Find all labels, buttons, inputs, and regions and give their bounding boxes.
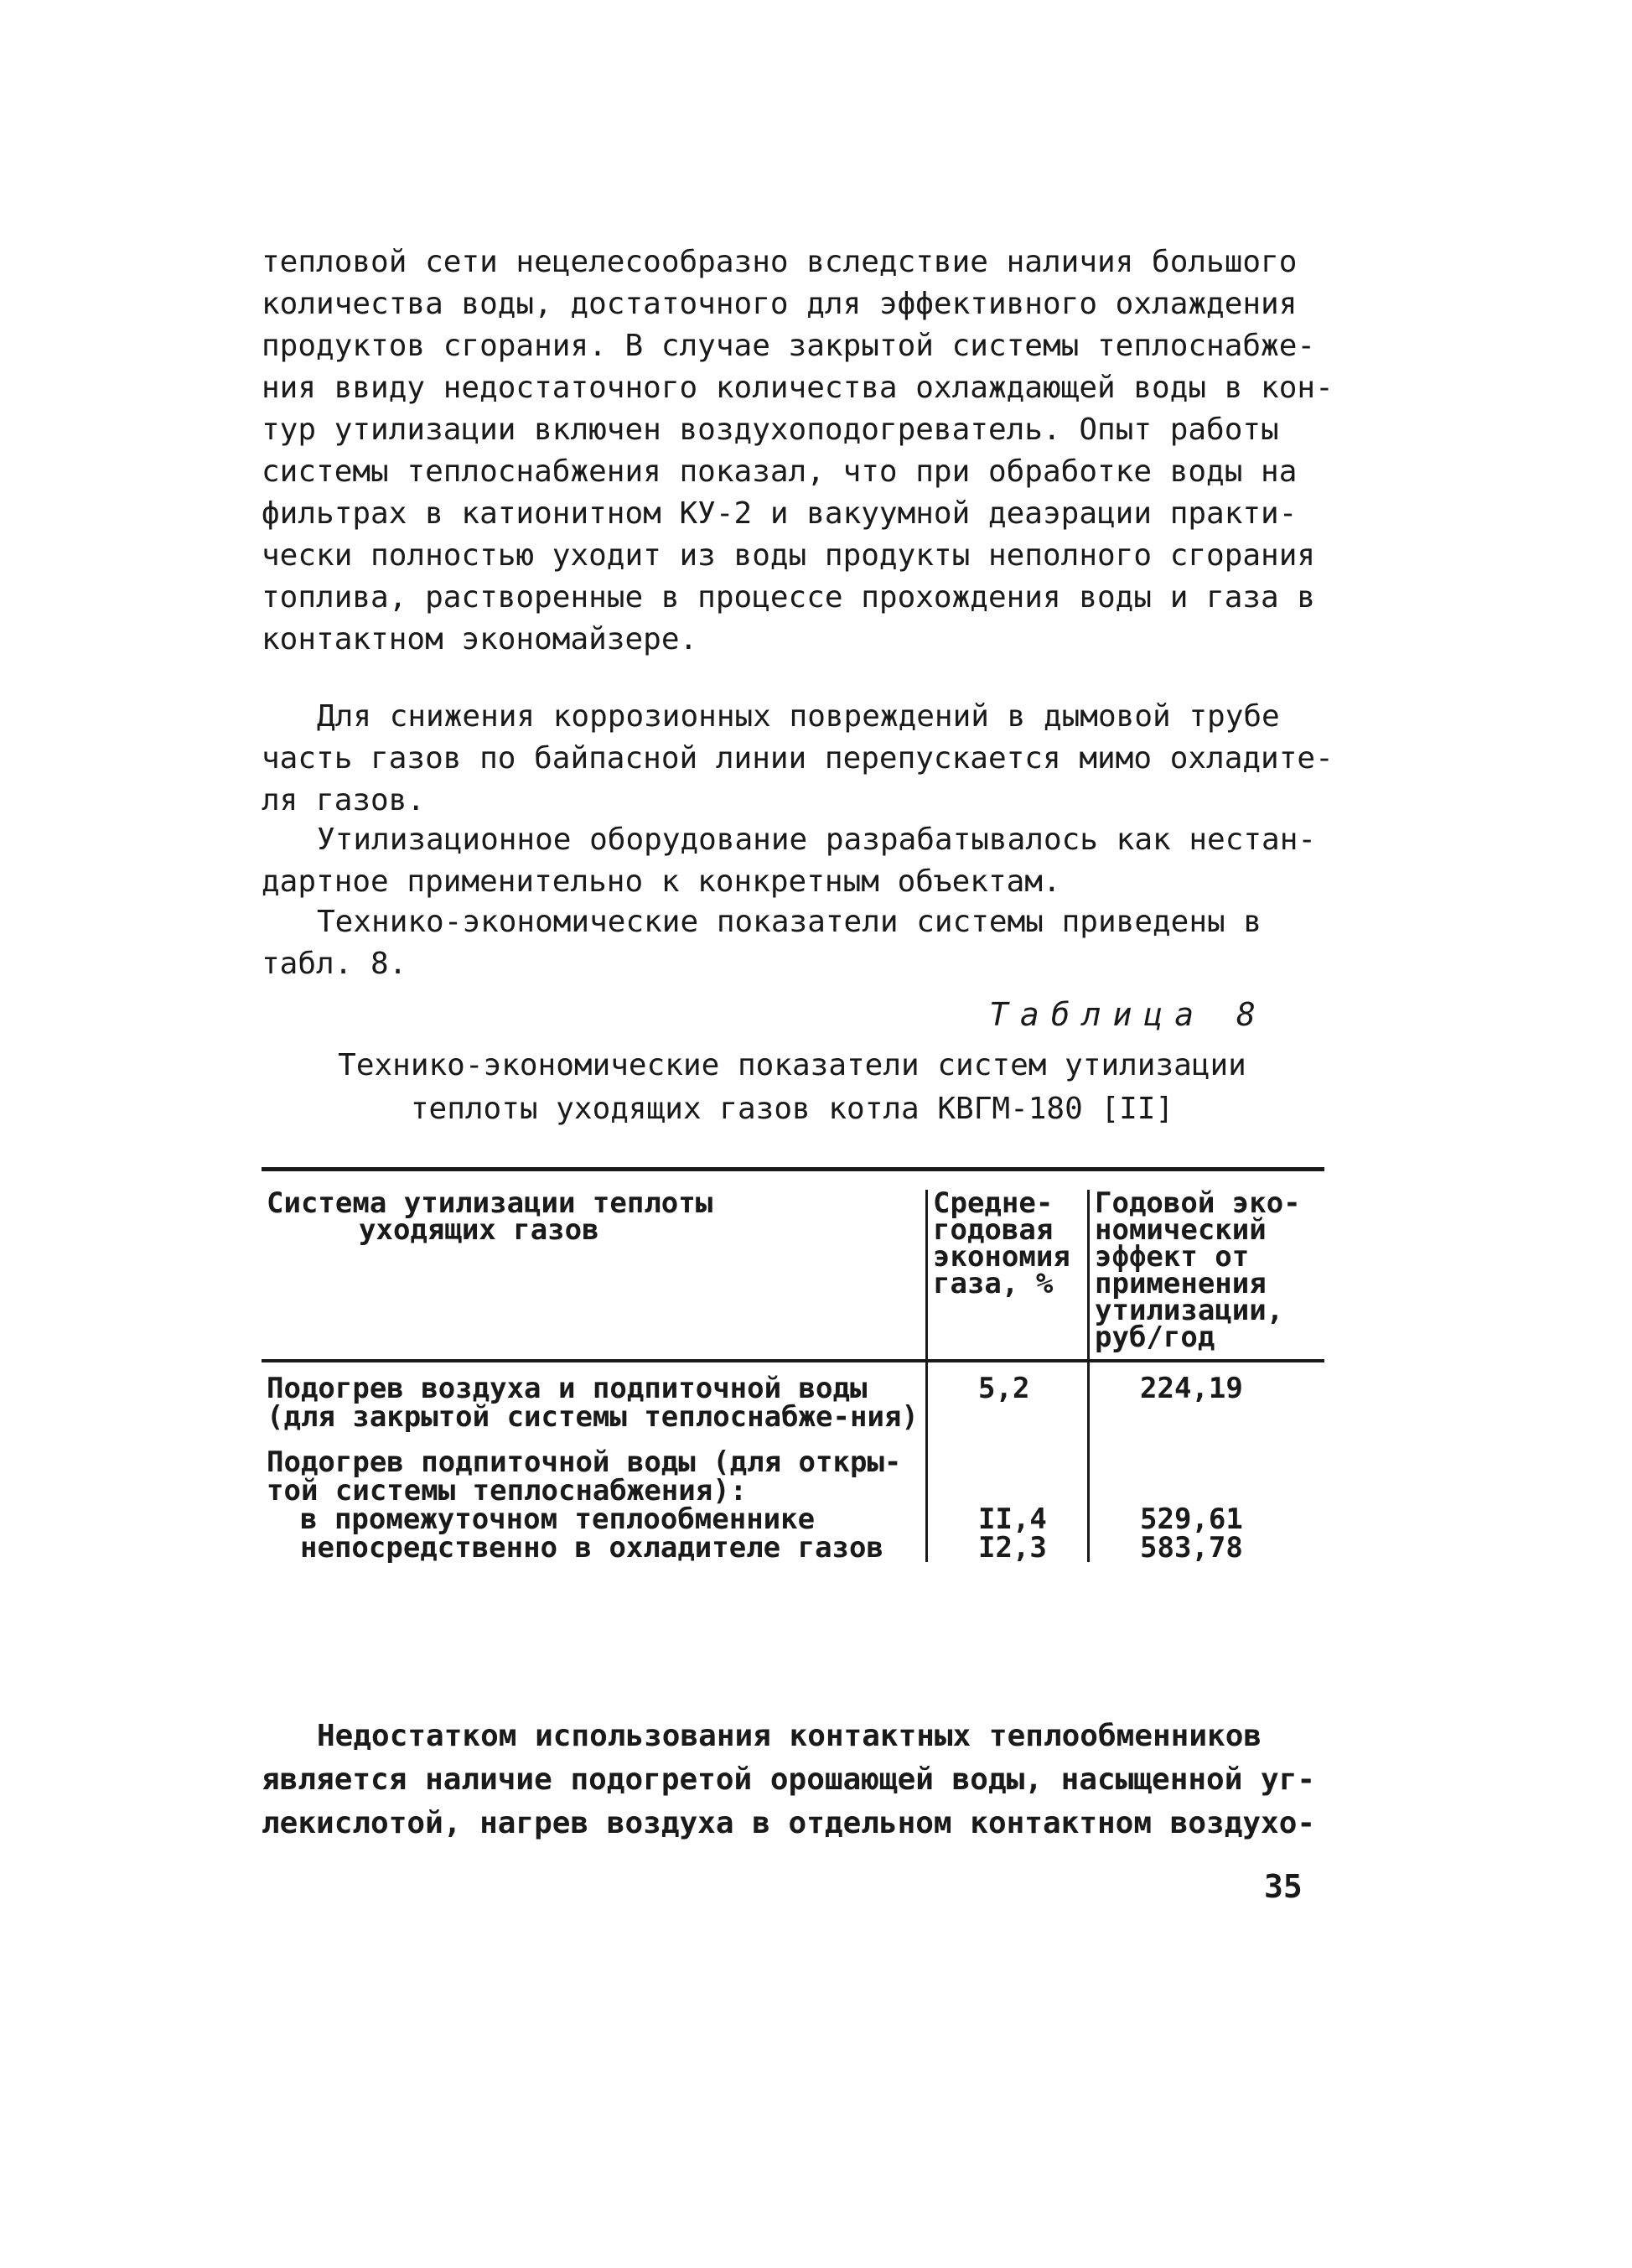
caption-line: Технико-экономические показатели систем утилизации <box>338 1048 1246 1082</box>
column-header-system: Система утилизации теплоты уходящих газов <box>262 1190 927 1361</box>
text-line: лекислотой, нагрев воздуха в отдельном контактном воздухо- <box>262 1806 1316 1840</box>
row-effect: 529,61 <box>1089 1505 1325 1534</box>
text-line: тепловой сети нецелесообразно вследствие наличия большого <box>262 245 1298 279</box>
paragraph-corrosion <box>262 696 1334 822</box>
table-caption <box>310 1044 1274 1131</box>
row-economy: I2,3 <box>927 1534 1089 1562</box>
page-number: 35 <box>1264 1868 1303 1905</box>
table-row <box>262 1534 1324 1562</box>
text-line: фильтрах в катионитном КУ-2 и вакуумной деаэрации практи- <box>262 496 1298 531</box>
text-line: Недостатком использования контактных теплообменников <box>317 1719 1262 1753</box>
text-line: чески полностью уходит из воды продукты неполного сгорания <box>262 538 1316 573</box>
text-line: количества воды, достаточного для эффективного охлаждения <box>262 287 1298 321</box>
text-line: Утилизационное оборудование разрабатывалось как нестан- <box>317 823 1317 857</box>
table-row <box>262 1361 1324 1431</box>
text-line: Для снижения коррозионных повреждений в дымовой трубе <box>317 699 1280 734</box>
row-label: непосредственно в охладителе газов <box>300 1531 883 1565</box>
data-table-wrapper <box>262 1167 1324 1565</box>
row-label: Подогрев подпиточной воды (для откры-той системы теплоснабжения): <box>267 1445 902 1508</box>
paragraph-equipment <box>262 819 1317 903</box>
text-line: Технико-экономические показатели системы приведены в <box>317 905 1262 939</box>
text-line: системы теплоснабжения показал, что при обработке воды на <box>262 454 1298 489</box>
row-economy <box>927 1431 1089 1505</box>
column-header-economy: Средне- годовая экономия газа, % <box>927 1190 1089 1361</box>
text-line: ния ввиду недостаточного количества охлаждающей воды в кон- <box>262 371 1334 405</box>
caption-line: теплоты уходящих газов котла КВГМ-180 [II] <box>410 1092 1174 1126</box>
text-line: топлива, растворенные в процессе прохождения воды и газа в <box>262 580 1316 615</box>
row-label: в промежуточном теплообменнике <box>300 1502 816 1536</box>
table-header-row <box>262 1190 1324 1361</box>
text-line: дартное применительно к конкретным объектам. <box>262 864 1061 899</box>
paragraph-disadvantages <box>262 1715 1316 1845</box>
row-effect: 224,19 <box>1089 1361 1325 1431</box>
text-line: ля газов. <box>262 783 426 817</box>
paragraph-table-reference <box>262 901 1309 985</box>
row-label: Подогрев воздуха и подпиточной воды (для закрытой системы теплоснабже-ния) <box>267 1372 919 1434</box>
text-line: тур утилизации включен воздухоподогреватель. Опыт работы <box>262 413 1279 447</box>
row-effect: 583,78 <box>1089 1534 1325 1562</box>
text-line: продуктов сгорания. В случае закрытой системы теплоснабже- <box>262 329 1316 363</box>
table-label: Таблица 8 <box>989 996 1267 1033</box>
row-economy: II,4 <box>927 1505 1089 1534</box>
paragraph-closed-heating-system <box>262 241 1334 661</box>
column-header-effect: Годовой эко- номический эффект от применения утилизации, руб/год <box>1089 1190 1325 1361</box>
table-row <box>262 1431 1324 1505</box>
table-row <box>262 1505 1324 1534</box>
data-table <box>262 1186 1324 1565</box>
text-line: является наличие подогретой орошающей воды, насыщенной уг- <box>262 1762 1316 1797</box>
text-line: часть газов по байпасной линии перепускается мимо охладите- <box>262 741 1334 776</box>
row-effect <box>1089 1431 1325 1505</box>
row-economy: 5,2 <box>927 1361 1089 1431</box>
text-line: контактном экономайзере. <box>262 622 698 657</box>
table-top-rule <box>262 1167 1324 1171</box>
text-line: табл. 8. <box>262 947 407 981</box>
